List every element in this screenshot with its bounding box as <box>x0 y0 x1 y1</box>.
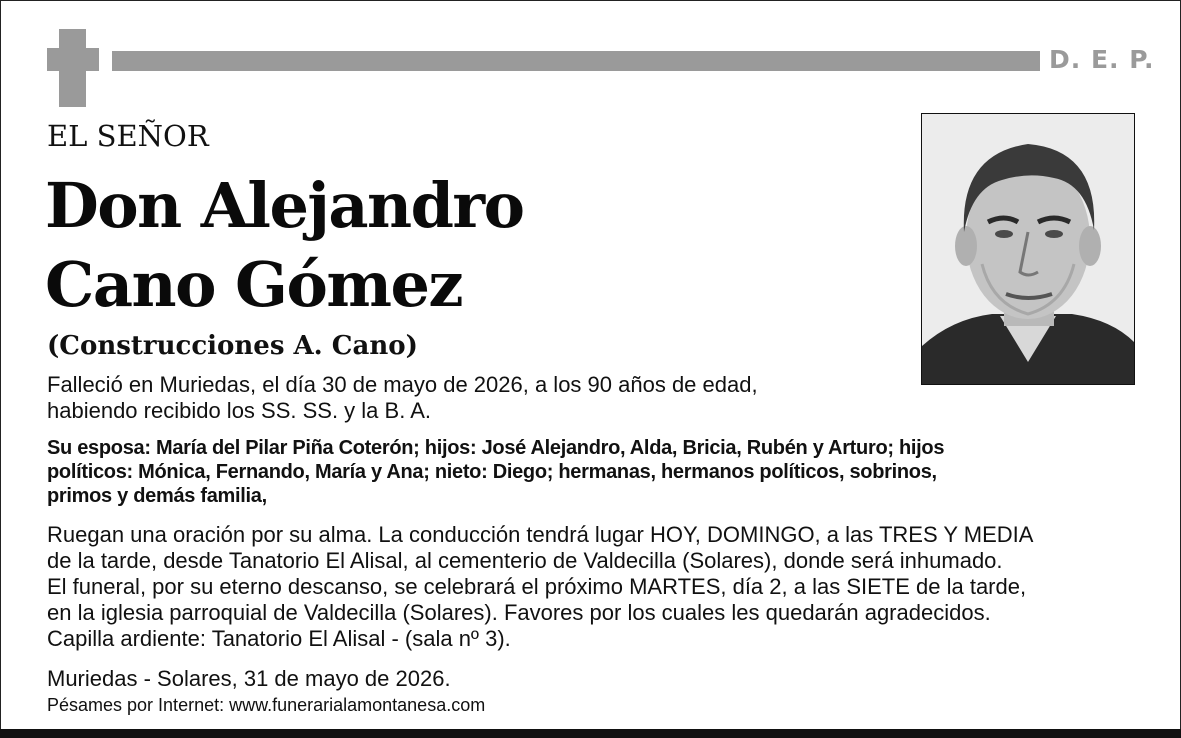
portrait-image <box>922 114 1134 384</box>
passing-details <box>47 372 867 424</box>
company-name: (Construcciones A. Cano) <box>47 331 418 361</box>
family-list <box>47 436 1132 508</box>
deceased-name-line-1: Don Alejandro <box>45 169 524 242</box>
family-line-1: Su esposa: María del Pilar Piña Coterón; hijos: José Alejandro, Alda, Bricia, Rubén y Arturo; hijos <box>47 437 945 459</box>
funeral-line-4: en la iglesia parroquial de Valdecilla (Solares). Favores por los cuales les quedarán agradecidos. <box>47 600 991 625</box>
cross-icon-arm <box>47 48 99 71</box>
condolences-link[interactable]: Pésames por Internet: www.funerarialamontanesa.com <box>47 695 486 715</box>
deceased-name-line-2: Cano Gómez <box>45 248 463 321</box>
honorific-title: EL SEÑOR <box>47 119 209 153</box>
portrait-photo <box>921 113 1135 385</box>
family-line-2: políticos: Mónica, Fernando, María y Ana; nieto: Diego; hermanas, hermanos políticos, sobrinos, <box>47 461 937 483</box>
funeral-line-2: de la tarde, desde Tanatorio El Alisal, al cementerio de Valdecilla (Solares), donde será inhumado. <box>47 548 1003 573</box>
bottom-rule <box>0 729 1181 738</box>
header-bar <box>112 51 1040 71</box>
dep-label: D. E. P. <box>1049 45 1155 74</box>
funeral-line-5: Capilla ardiente: Tanatorio El Alisal - (sala nº 3). <box>47 626 511 651</box>
passing-line-2: habiendo recibido los SS. SS. y la B. A. <box>47 398 432 423</box>
funeral-line-3: El funeral, por su eterno descanso, se celebrará el próximo MARTES, día 2, a las SIETE de la tarde, <box>47 574 1027 599</box>
funeral-line-1: Ruegan una oración por su alma. La conducción tendrá lugar HOY, DOMINGO, a las TRES Y MEDIA <box>47 522 1034 547</box>
deceased-name <box>45 166 523 324</box>
funeral-details <box>47 522 1147 652</box>
family-line-3: primos y demás familia, <box>47 485 267 507</box>
passing-line-1: Falleció en Muriedas, el día 30 de mayo de 2026, a los 90 años de edad, <box>47 372 758 397</box>
place-and-date: Muriedas - Solares, 31 de mayo de 2026. <box>47 666 451 691</box>
